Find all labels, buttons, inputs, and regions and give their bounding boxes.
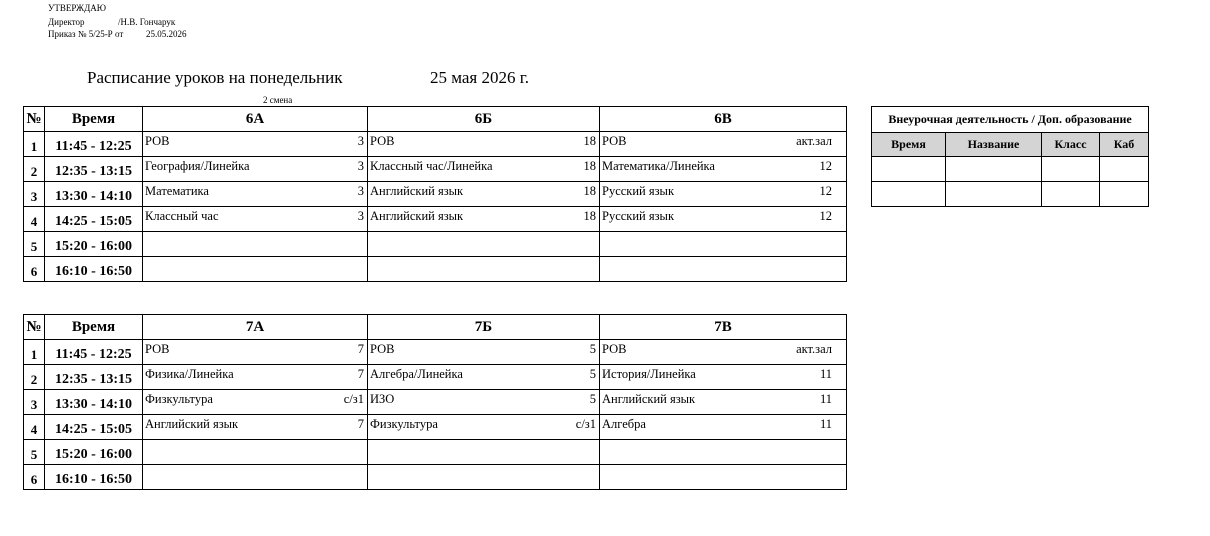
column-header-number: № [24, 315, 45, 340]
lesson-subject: Классный час/Линейка [370, 159, 493, 173]
header-row [24, 107, 847, 132]
lesson-cell [368, 390, 600, 415]
lesson-number: 2 [24, 365, 45, 390]
lesson-subject: Русский язык [602, 209, 675, 223]
shift-label: 2 смена [263, 95, 293, 105]
table-row [24, 207, 847, 232]
page-title: Расписание уроков на понедельник [87, 68, 343, 87]
lesson-number: 1 [24, 340, 45, 365]
lesson-time: 14:25 - 15:05 [45, 207, 143, 232]
lesson-room: 5 [589, 392, 596, 406]
table-row [24, 257, 847, 282]
lesson-room: с/з1 [575, 417, 596, 431]
lesson-room: 18 [583, 134, 596, 148]
lesson-cell [368, 232, 600, 257]
lesson-number: 5 [24, 440, 45, 465]
lesson-subject: РОВ [145, 134, 170, 148]
lesson-time: 16:10 - 16:50 [45, 465, 143, 490]
column-header-room: Каб [1100, 133, 1149, 157]
table-row [24, 157, 847, 182]
schedule-table-7 [23, 314, 847, 490]
lesson-room: 5 [589, 367, 596, 381]
lesson-number: 4 [24, 415, 45, 440]
lesson-subject: Физкультура [370, 417, 438, 431]
lesson-cell [143, 365, 368, 390]
lesson-subject: Алгебра/Линейка [370, 367, 463, 381]
lesson-subject: Математика/Линейка [602, 159, 715, 173]
lesson-cell [143, 182, 368, 207]
lesson-room: 11 [819, 367, 832, 381]
lesson-subject: История/Линейка [602, 367, 696, 381]
lesson-cell [600, 182, 847, 207]
lesson-time: 14:25 - 15:05 [45, 415, 143, 440]
lesson-subject: Русский язык [602, 184, 675, 198]
lesson-cell [368, 365, 600, 390]
lesson-cell [600, 365, 847, 390]
lesson-cell [368, 415, 600, 440]
column-header-class: 6Б [368, 107, 600, 132]
table-row [872, 157, 1149, 182]
table-row [24, 465, 847, 490]
lesson-time: 13:30 - 14:10 [45, 182, 143, 207]
extracurricular-table [871, 106, 1149, 207]
lesson-room: 3 [357, 184, 364, 198]
lesson-cell [143, 390, 368, 415]
table-row [24, 340, 847, 365]
lesson-subject: Алгебра [602, 417, 646, 431]
column-header-time: Время [872, 133, 946, 157]
lesson-time: 11:45 - 12:25 [45, 132, 143, 157]
lesson-cell [143, 132, 368, 157]
lesson-room: 5 [589, 342, 596, 356]
lesson-cell [368, 257, 600, 282]
lesson-cell [600, 340, 847, 365]
lesson-room: 18 [583, 159, 596, 173]
lesson-cell [368, 340, 600, 365]
lesson-time: 12:35 - 13:15 [45, 157, 143, 182]
approval-signatory: /Н.В. Гончарук [118, 17, 176, 27]
lesson-subject: Английский язык [145, 417, 239, 431]
lesson-cell [143, 157, 368, 182]
lesson-cell [368, 132, 600, 157]
table-row [24, 390, 847, 415]
lesson-cell [368, 157, 600, 182]
lesson-cell [143, 207, 368, 232]
lesson-cell [600, 390, 847, 415]
lesson-cell [600, 257, 847, 282]
lesson-room: 7 [357, 417, 364, 431]
lesson-time: 13:30 - 14:10 [45, 390, 143, 415]
lesson-number: 2 [24, 157, 45, 182]
column-header-class: Класс [1042, 133, 1100, 157]
table-row [24, 132, 847, 157]
lesson-room: 3 [357, 134, 364, 148]
lesson-room: 7 [357, 342, 364, 356]
lesson-room: акт.зал [796, 134, 832, 148]
lesson-cell [600, 440, 847, 465]
column-header-class: 7В [600, 315, 847, 340]
lesson-room: 3 [357, 209, 364, 223]
lesson-cell [143, 257, 368, 282]
lesson-cell [600, 465, 847, 490]
lesson-room: 12 [819, 209, 832, 223]
lesson-number: 5 [24, 232, 45, 257]
approval-heading: УТВЕРЖДАЮ [48, 3, 107, 13]
lesson-room: 7 [357, 367, 364, 381]
lesson-subject: РОВ [370, 342, 395, 356]
lesson-number: 1 [24, 132, 45, 157]
table-row [24, 415, 847, 440]
lesson-cell [600, 415, 847, 440]
lesson-room: 18 [583, 184, 596, 198]
table-row [24, 232, 847, 257]
lesson-subject: ИЗО [370, 392, 395, 406]
column-header-time: Время [45, 107, 143, 132]
column-header-class: 6В [600, 107, 847, 132]
table-row [872, 182, 1149, 207]
column-header-class: 6А [143, 107, 368, 132]
lesson-time: 15:20 - 16:00 [45, 232, 143, 257]
column-header-class: 7Б [368, 315, 600, 340]
lesson-number: 6 [24, 257, 45, 282]
lesson-cell [600, 232, 847, 257]
lesson-cell [143, 415, 368, 440]
column-header-number: № [24, 107, 45, 132]
approval-order-date: 25.05.2026 [146, 29, 187, 39]
lesson-cell [143, 340, 368, 365]
column-header-time: Время [45, 315, 143, 340]
header-row [24, 315, 847, 340]
lesson-time: 15:20 - 16:00 [45, 440, 143, 465]
schedule-table-6 [23, 106, 847, 282]
table-row [24, 440, 847, 465]
approval-position: Директор [48, 17, 85, 27]
column-header-name: Название [946, 133, 1042, 157]
lesson-subject: Математика [145, 184, 209, 198]
approval-order-label: Приказ № 5/25-Р от [48, 29, 124, 39]
schedule-date: 25 мая 2026 г. [430, 68, 530, 87]
lesson-subject: РОВ [145, 342, 170, 356]
approval-order-line [48, 29, 187, 40]
lesson-time: 12:35 - 13:15 [45, 365, 143, 390]
lesson-subject: География/Линейка [145, 159, 250, 173]
table-row [24, 365, 847, 390]
lesson-subject: Физкультура [145, 392, 213, 406]
lesson-subject: Физика/Линейка [145, 367, 234, 381]
lesson-cell [600, 207, 847, 232]
lesson-subject: Английский язык [602, 392, 696, 406]
lesson-number: 3 [24, 182, 45, 207]
extracurricular-title: Внеурочная деятельность / Доп. образование [872, 107, 1149, 133]
lesson-room: акт.зал [796, 342, 832, 356]
lesson-room: с/з1 [343, 392, 364, 406]
lesson-room: 12 [819, 159, 832, 173]
lesson-time: 11:45 - 12:25 [45, 340, 143, 365]
lesson-cell [143, 232, 368, 257]
lesson-cell [143, 440, 368, 465]
lesson-subject: Английский язык [370, 184, 464, 198]
lesson-number: 3 [24, 390, 45, 415]
lesson-number: 6 [24, 465, 45, 490]
lesson-cell [600, 132, 847, 157]
lesson-cell [368, 440, 600, 465]
lesson-room: 3 [357, 159, 364, 173]
lesson-subject: Английский язык [370, 209, 464, 223]
lesson-cell [368, 182, 600, 207]
lesson-subject: РОВ [602, 134, 627, 148]
lesson-cell [368, 465, 600, 490]
lesson-subject: РОВ [370, 134, 395, 148]
lesson-room: 11 [819, 417, 832, 431]
table-row [24, 182, 847, 207]
lesson-subject: РОВ [602, 342, 627, 356]
lesson-cell [368, 207, 600, 232]
lesson-room: 18 [583, 209, 596, 223]
lesson-time: 16:10 - 16:50 [45, 257, 143, 282]
column-header-class: 7А [143, 315, 368, 340]
lesson-subject: Классный час [145, 209, 219, 223]
approval-director-line [48, 17, 175, 28]
lesson-number: 4 [24, 207, 45, 232]
lesson-room: 12 [819, 184, 832, 198]
lesson-cell [143, 465, 368, 490]
lesson-room: 11 [819, 392, 832, 406]
lesson-cell [600, 157, 847, 182]
